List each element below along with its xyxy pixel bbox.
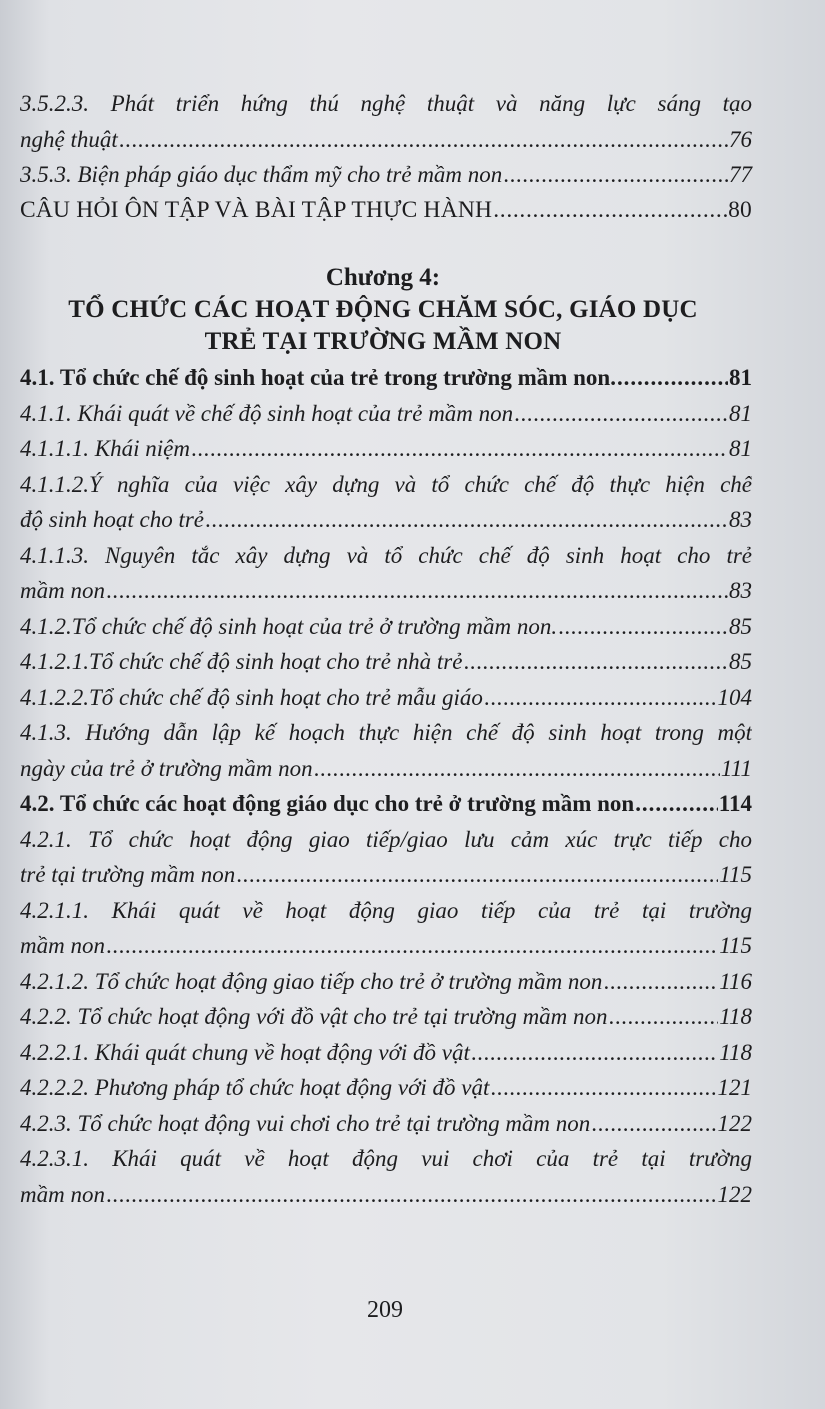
toc-entry-text: 3.5.2.3. Phát triển hứng thú nghệ thuật và năng lực sáng tạo [20,91,752,116]
toc-entry-leader-line [20,964,752,1000]
toc-entry-text: 4.1.1.2.Ý nghĩa của việc xây dựng và tổ chức chế độ thực hiện chế [20,471,752,497]
toc-entry-leader-line [20,157,752,193]
chapter-number: Chương 4: [325,264,441,291]
toc-page-number: 116 [719,968,752,994]
toc-entry-text: 4.1.1.3. Nguyên tắc xây dựng và tổ chức chế độ sinh hoạt cho trẻ [20,542,752,568]
toc-entry [20,1070,752,1106]
toc-entry-text: 4.2.3.1. Khái quát về hoạt động vui chơi của trẻ tại trường [20,1146,752,1171]
toc-entry-text: 4.1.2.Tổ chức chế độ sinh hoạt của trẻ ở trường mầm non. [20,613,558,639]
toc-entry [20,538,752,609]
dot-leader [471,1035,718,1071]
toc-entry-text: 4.2. Tổ chức các hoạt động giáo dục cho trẻ ở trường mầm non [20,791,635,816]
toc-entry-text: ngày của trẻ ở trường mầm non [20,755,313,781]
toc-chapter-4-entries [20,360,752,1212]
toc-page-number: 77 [729,162,752,187]
dot-leader [463,644,728,680]
dot-leader [191,431,728,467]
toc-entry-leader-line [20,1035,752,1071]
toc-entry [20,193,752,229]
toc-entry-text: 4.2.1.2. Tổ chức hoạt động giao tiếp cho trẻ ở trường mầm non [20,968,603,994]
toc-page-number: 121 [717,1075,752,1100]
toc-entry-text: 4.2.1. Tổ chức hoạt động giao tiếp/giao lưu cảm xúc trực tiếp cho [20,826,752,852]
toc-page-number: 118 [719,1004,752,1029]
toc-entry-text: 4.2.2.1. Khái quát chung về hoạt động với đồ vật [20,1039,470,1065]
toc-entry [20,609,752,645]
toc-page-number: 83 [729,507,752,532]
toc-entry-leader-line [20,1106,752,1142]
chapter-title-line-1: TỔ CHỨC CÁC HOẠT ĐỘNG CHĂM SÓC, GIÁO DỤC [68,296,698,323]
toc-entry-leader-line [20,999,752,1035]
toc-entry [20,157,752,193]
dot-leader [603,964,718,1000]
toc-entry [20,467,752,538]
toc-entry [20,893,752,964]
toc-entry-text: 4.1.3. Hướng dẫn lập kế hoạch thực hiện chế độ sinh hoạt trong một [20,720,752,745]
toc-entry-leader-line [20,1177,752,1213]
toc-entry-text: độ sinh hoạt cho trẻ [20,507,204,532]
toc-entry-text: 4.2.3. Tổ chức hoạt động vui chơi cho trẻ tại trường mầm non [20,1110,591,1136]
toc-entry [20,1106,752,1142]
dot-leader [503,157,728,193]
toc-entry-text: 3.5.3. Biện pháp giáo dục thẩm mỹ cho trẻ mầm non [20,162,503,187]
toc-entry-leader-line [20,680,752,716]
toc-entry-leader-line [20,122,752,158]
toc-entry-leader-line [20,431,752,467]
toc-page-number: 111 [720,755,752,781]
toc-entry-text: 4.1.1.1. Khái niệm [20,436,190,461]
toc-entry-text: mầm non [20,933,105,958]
toc-entry-text: 4.2.1.1. Khái quát về hoạt động giao tiếp của trẻ tại trường [20,897,752,923]
dot-leader [106,1177,717,1213]
toc-entry-text: mầm non [20,578,105,603]
toc-entry [20,86,752,157]
dot-leader [236,857,718,893]
dot-leader [514,396,728,432]
toc-entry-leader-line [20,928,752,964]
toc-page-number: 115 [719,862,752,887]
toc-entry [20,680,752,716]
toc-page-number: 114 [718,791,752,816]
dot-leader [106,928,718,964]
toc-entry-leader-line [20,644,752,680]
toc-entry-leader-line [20,360,752,396]
table-of-contents [20,86,752,1212]
toc-entry [20,396,752,432]
toc-page-number: 81 [729,400,752,426]
toc-entry-text: 4.1.2.2.Tổ chức chế độ sinh hoạt cho trẻ mẫu giáo [20,684,483,710]
toc-entry-text: 4.1.1. Khái quát về chế độ sinh hoạt của trẻ mầm non [20,400,514,426]
toc-entry [20,431,752,467]
dot-leader [609,999,719,1035]
toc-entry [20,1035,752,1071]
toc-entry-leader-line [20,396,752,432]
toc-entry-leader-line [20,502,752,538]
toc-entry-leader-line [20,573,752,609]
toc-section-3-end [20,86,752,228]
toc-entry-leader-line [20,857,752,893]
toc-page-number: 81 [729,436,752,461]
toc-page-number: 122 [717,1110,752,1136]
dot-leader [106,573,728,609]
toc-entry-text: trẻ tại trường mầm non [20,862,236,887]
toc-entry [20,360,752,396]
toc-entry-text: 4.1.2.1.Tổ chức chế độ sinh hoạt cho trẻ nhà trẻ [20,649,463,674]
dot-leader [314,751,720,787]
toc-page-number: 115 [719,933,752,958]
toc-entry-text: mầm non [20,1181,105,1207]
dot-leader [205,502,728,538]
toc-page-number: 85 [729,649,752,674]
dot-leader [484,680,717,716]
toc-page-number: 85 [729,613,752,639]
toc-entry-text: 4.2.2. Tổ chức hoạt động với đồ vật cho trẻ tại trường mầm non [20,1004,608,1029]
toc-entry-leader-line [20,1070,752,1106]
toc-entry-text: nghệ thuật [20,126,118,152]
toc-entry [20,644,752,680]
toc-page-number: 118 [719,1039,752,1065]
toc-entry-text: 4.2.2.2. Phương pháp tổ chức hoạt động với đồ vật [20,1075,490,1100]
toc-page-number: 76 [729,126,752,152]
dot-leader [490,1070,716,1106]
toc-entry-leader-line [20,609,752,645]
toc-entry-leader-line [20,786,752,822]
toc-entry-leader-line [20,751,752,787]
toc-page-number: 83 [729,578,752,603]
toc-entry-leader-line [20,193,752,229]
chapter-title-line-2: TRẺ TẠI TRƯỜNG MẦM NON [204,328,562,355]
toc-entry [20,786,752,822]
toc-entry [20,999,752,1035]
dot-leader [493,193,727,229]
page-number: 209 [367,1297,403,1323]
toc-entry [20,715,752,786]
toc-entry [20,822,752,893]
toc-entry [20,1141,752,1212]
dot-leader [591,1106,716,1142]
toc-entry-text: CÂU HỎI ÔN TẬP VÀ BÀI TẬP THỰC HÀNH [20,196,493,223]
dot-leader [119,122,728,158]
dot-leader [558,609,728,645]
toc-entry-text: 4.1. Tổ chức chế độ sinh hoạt của trẻ trong trường mầm non. [20,365,616,390]
toc-page-number: 81 [729,365,752,390]
toc-page-number: 80 [728,196,752,223]
toc-entry [20,964,752,1000]
toc-page-number: 104 [717,684,752,710]
toc-page-number: 122 [717,1181,752,1207]
dot-leader [635,786,718,822]
dot-leader [617,360,728,396]
